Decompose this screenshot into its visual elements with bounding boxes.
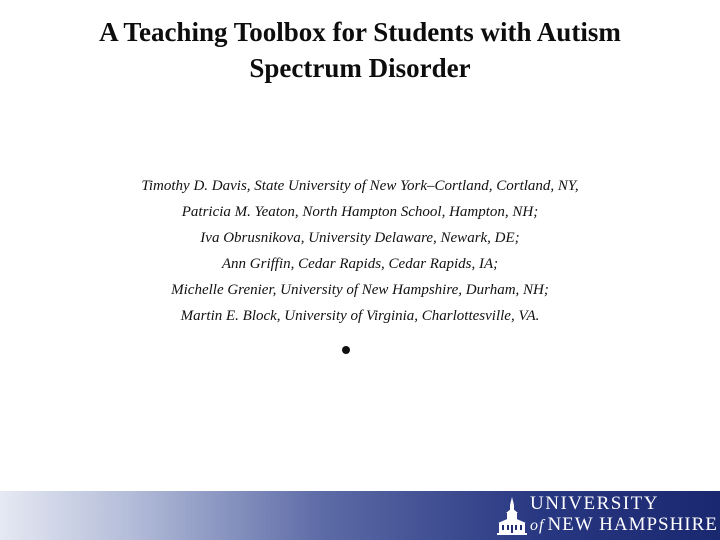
logo-text-name: NEW HAMPSHIRE (547, 514, 718, 535)
author-list (20, 173, 700, 329)
author-line: Ann Griffin, Cedar Rapids, Cedar Rapids, IA; (221, 256, 499, 272)
footer-band (0, 491, 720, 540)
author-line: Iva Obrusnikova, University Delaware, Newark, DE; (200, 230, 520, 246)
logo-text-university: UNIVERSITY (530, 493, 659, 514)
author-line: Martin E. Block, University of Virginia, Charlottesville, VA. (180, 308, 540, 324)
unh-logo (488, 491, 720, 540)
university-building-icon (496, 497, 528, 535)
bullet-point (342, 346, 350, 354)
author-line: Michelle Grenier, University of New Hampshire, Durham, NH; (171, 282, 549, 298)
slide-title: A Teaching Toolbox for Students with Autism Spectrum Disorder (99, 17, 621, 83)
author-line: Patricia M. Yeaton, North Hampton School, Hampton, NH; (181, 204, 539, 220)
logo-text-new-hampshire (530, 514, 718, 537)
author-line: Timothy D. Davis, State University of New York–Cortland, Cortland, NY, (141, 178, 579, 194)
logo-text-of: of (530, 517, 545, 534)
